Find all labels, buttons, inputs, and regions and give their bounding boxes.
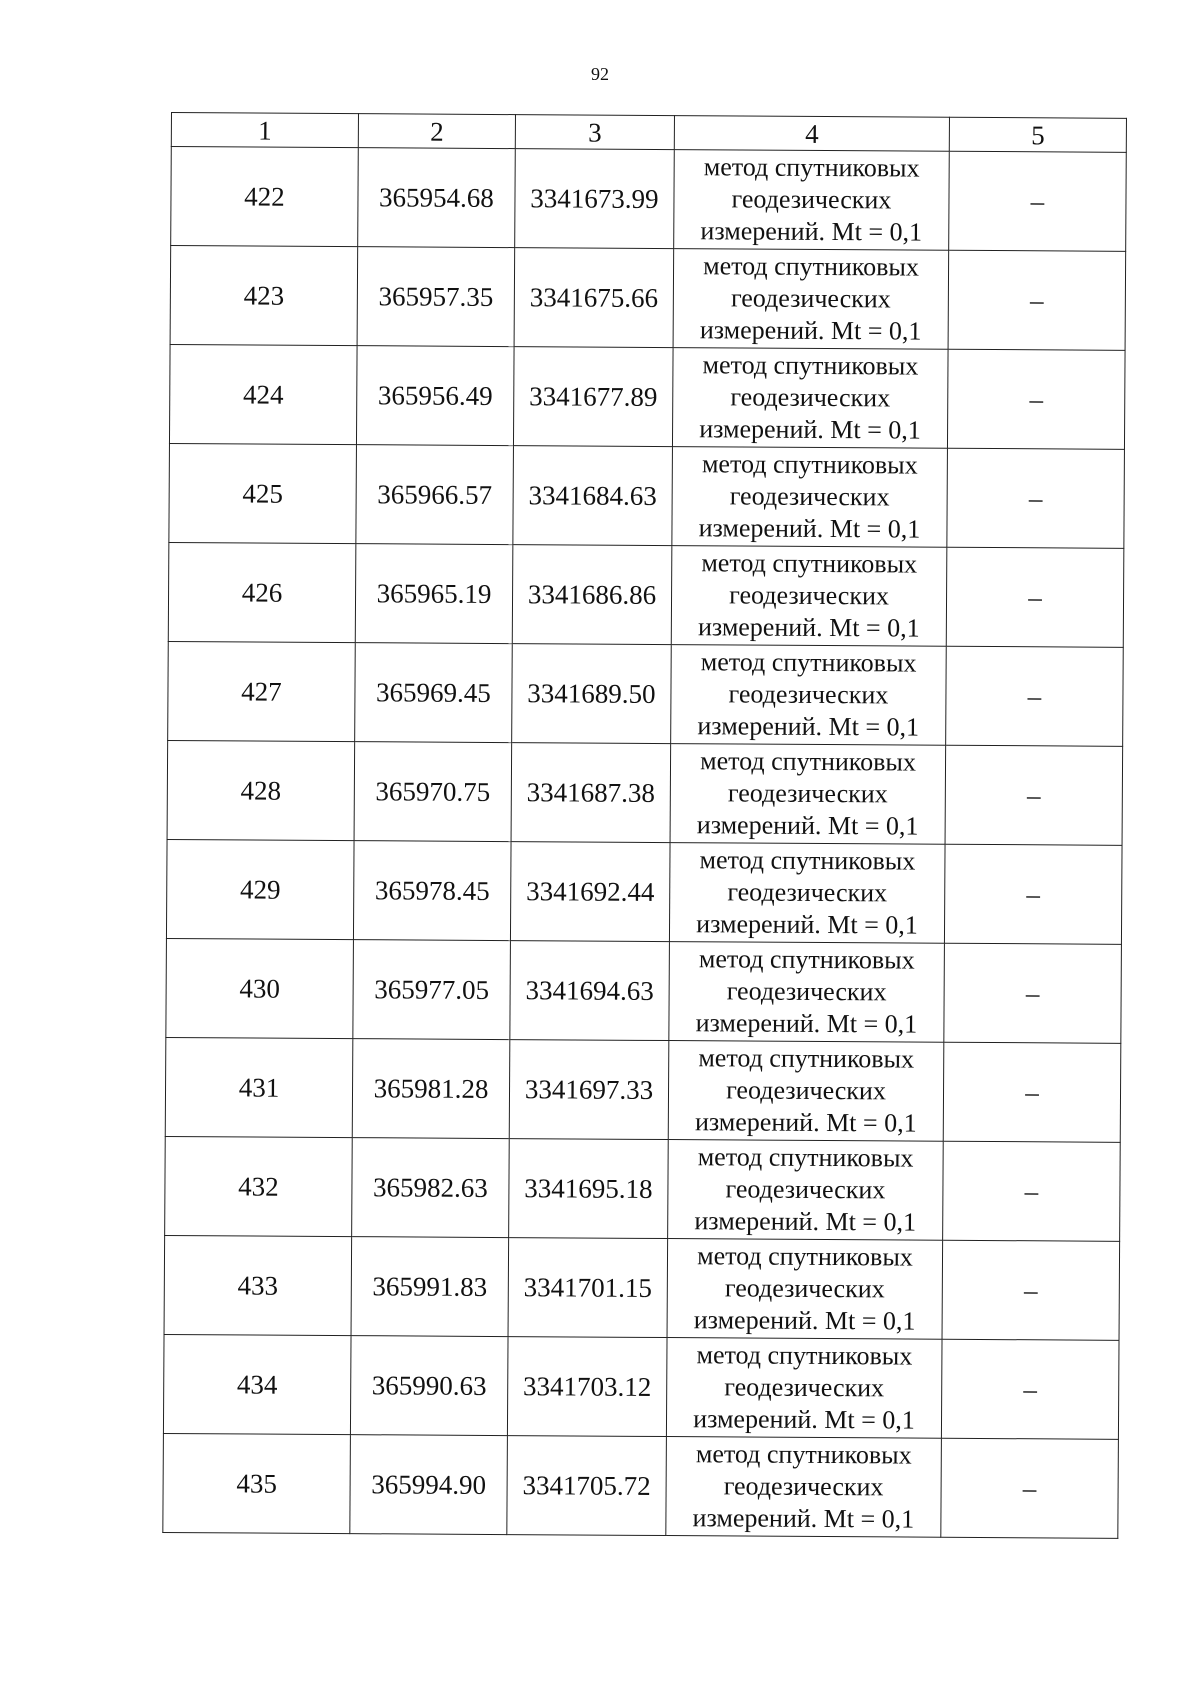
point-number: 429	[166, 839, 354, 939]
table-row	[169, 443, 1125, 548]
method-line: геодезических	[730, 283, 891, 314]
note-cell: –	[947, 349, 1125, 449]
method-cell	[669, 942, 945, 1043]
method-line: геодезических	[729, 481, 890, 512]
note-cell: –	[941, 1339, 1119, 1439]
method-cell	[668, 1140, 944, 1241]
coord-x: 365990.63	[350, 1336, 508, 1436]
point-number: 433	[164, 1235, 352, 1335]
method-line: измерений. Mt = 0,1	[699, 315, 922, 346]
method-line: измерений. Mt = 0,1	[697, 711, 920, 742]
method-line: измерений. Mt = 0,1	[694, 1107, 917, 1138]
coord-y: 3341689.50	[512, 644, 672, 744]
method-cell	[673, 249, 949, 350]
method-line: измерений. Mt = 0,1	[693, 1305, 916, 1336]
coord-x: 365965.19	[355, 544, 513, 644]
method-line: геодезических	[727, 778, 888, 809]
method-line: геодезических	[730, 382, 891, 413]
method-line: измерений. Mt = 0,1	[696, 909, 918, 940]
method-line: измерений. Mt = 0,1	[696, 810, 919, 841]
coord-y: 3341692.44	[510, 842, 670, 942]
table-row	[166, 839, 1122, 944]
table-row	[163, 1433, 1119, 1538]
point-number: 435	[163, 1433, 351, 1533]
coord-x: 365957.35	[357, 247, 515, 347]
method-line: метод спутниковых	[695, 1439, 912, 1470]
method-cell	[670, 744, 946, 845]
method-cell	[671, 546, 947, 647]
method-line: метод спутниковых	[703, 152, 920, 183]
point-number: 432	[165, 1136, 353, 1236]
coord-x: 365969.45	[355, 643, 513, 743]
table-row	[163, 1334, 1119, 1439]
point-number: 424	[169, 344, 357, 444]
method-line: геодезических	[727, 877, 888, 908]
point-number: 422	[171, 147, 359, 247]
method-line: метод спутниковых	[698, 1043, 915, 1074]
coord-y: 3341686.86	[512, 545, 672, 645]
note-cell: –	[944, 844, 1122, 944]
method-line: метод спутниковых	[698, 944, 915, 975]
method-line: метод спутниковых	[697, 1241, 913, 1272]
note-cell: –	[948, 250, 1126, 350]
method-line: метод спутниковых	[699, 845, 916, 876]
coord-y: 3341684.63	[513, 446, 673, 546]
header-row	[171, 113, 1126, 153]
note-cell: –	[946, 547, 1124, 647]
note-cell: –	[949, 151, 1127, 251]
coord-y: 3341695.18	[509, 1139, 669, 1239]
method-line: измерений. Mt = 0,1	[697, 612, 920, 643]
table-body	[163, 147, 1126, 1539]
method-line: геодезических	[726, 1075, 886, 1106]
coord-x: 365978.45	[353, 841, 511, 941]
note-cell: –	[942, 1240, 1120, 1340]
method-line: измерений. Mt = 0,1	[693, 1404, 915, 1435]
method-cell	[674, 150, 950, 251]
header-col-1: 1	[171, 113, 358, 148]
coord-x: 365970.75	[354, 742, 512, 842]
note-cell: –	[944, 943, 1122, 1043]
coord-y: 3341701.15	[508, 1238, 668, 1338]
method-cell	[666, 1338, 942, 1439]
table-row	[166, 938, 1122, 1043]
coord-y: 3341677.89	[513, 347, 673, 447]
method-line: метод спутниковых	[703, 251, 919, 282]
method-line: метод спутниковых	[701, 449, 918, 480]
method-line: геодезических	[724, 1372, 885, 1403]
method-line: геодезических	[729, 580, 890, 611]
page-number: 92	[591, 64, 609, 84]
method-line: измерений. Mt = 0,1	[694, 1206, 917, 1237]
header-col-4: 4	[674, 116, 949, 152]
note-cell: –	[945, 745, 1123, 845]
method-line: измерений. Mt = 0,1	[692, 1503, 915, 1534]
method-line: метод спутниковых	[702, 350, 919, 381]
method-line: геодезических	[728, 679, 889, 710]
method-cell	[666, 1437, 942, 1538]
method-line: измерений. Mt = 0,1	[700, 216, 923, 247]
note-cell: –	[947, 448, 1125, 548]
method-line: метод спутниковых	[700, 746, 916, 777]
table-row	[168, 542, 1124, 647]
method-cell	[671, 645, 947, 746]
table-row	[167, 740, 1123, 845]
coord-x: 365981.28	[352, 1039, 510, 1139]
table-row	[170, 246, 1126, 351]
table-row	[171, 147, 1127, 252]
coord-y: 3341675.66	[514, 248, 674, 348]
method-cell	[672, 447, 948, 548]
coord-y: 3341673.99	[515, 149, 675, 249]
method-line: измерений. Mt = 0,1	[699, 414, 921, 445]
point-number: 430	[166, 938, 354, 1038]
method-line: геодезических	[723, 1471, 884, 1502]
point-number: 423	[170, 246, 358, 346]
coord-x: 365977.05	[353, 940, 511, 1040]
method-line: геодезических	[724, 1273, 885, 1304]
note-cell: –	[941, 1438, 1119, 1538]
table-header	[171, 113, 1126, 153]
point-number: 434	[163, 1334, 351, 1434]
coord-x: 365994.90	[350, 1435, 508, 1535]
note-cell: –	[943, 1141, 1121, 1241]
method-cell	[669, 843, 945, 944]
coord-x: 365982.63	[352, 1138, 510, 1238]
coordinates-table	[162, 112, 1127, 1539]
method-line: метод спутниковых	[701, 548, 918, 579]
point-number: 428	[167, 740, 355, 840]
table-row	[165, 1037, 1121, 1142]
point-number: 431	[165, 1037, 353, 1137]
coord-y: 3341697.33	[509, 1040, 669, 1140]
coord-y: 3341703.12	[507, 1337, 667, 1437]
method-line: геодезических	[725, 1174, 886, 1205]
point-number: 426	[168, 542, 356, 642]
method-line: метод спутниковых	[696, 1340, 913, 1371]
method-line: измерений. Mt = 0,1	[698, 513, 921, 544]
table-row	[165, 1136, 1121, 1241]
coord-x: 365966.57	[356, 445, 514, 545]
method-line: геодезических	[731, 184, 892, 215]
coord-y: 3341687.38	[511, 743, 671, 843]
table-row	[164, 1235, 1120, 1340]
method-line: метод спутниковых	[697, 1142, 914, 1173]
coord-x: 365956.49	[356, 346, 514, 446]
method-line: геодезических	[726, 976, 887, 1007]
point-number: 425	[169, 443, 357, 543]
coord-x: 365954.68	[358, 148, 516, 248]
header-col-3: 3	[515, 115, 674, 150]
method-cell	[667, 1239, 943, 1340]
method-line: измерений. Mt = 0,1	[695, 1008, 918, 1039]
method-cell	[672, 348, 948, 449]
method-line: метод спутниковых	[700, 647, 917, 678]
point-number: 427	[168, 641, 356, 741]
table-row	[169, 344, 1125, 449]
table-row	[168, 641, 1124, 746]
note-cell: –	[946, 646, 1124, 746]
coord-x: 365991.83	[351, 1237, 509, 1337]
header-col-2: 2	[358, 114, 515, 149]
note-cell: –	[943, 1042, 1121, 1142]
header-col-5: 5	[949, 117, 1126, 152]
coord-y: 3341694.63	[510, 941, 670, 1041]
method-cell	[668, 1041, 944, 1142]
coord-y: 3341705.72	[507, 1436, 667, 1536]
